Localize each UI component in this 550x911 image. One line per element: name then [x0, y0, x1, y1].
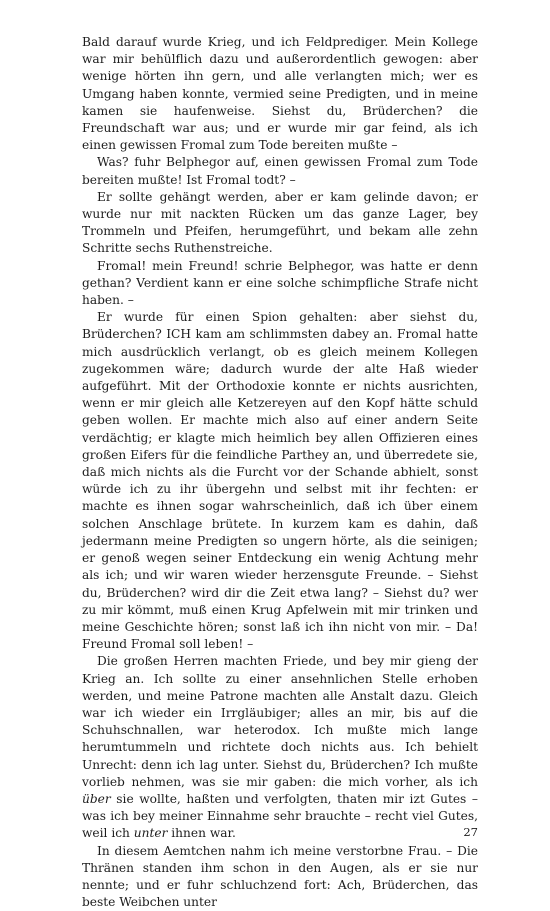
paragraph-6-text-a: Die großen Herren machten Friede, und bey mir gieng der Krieg an. Ich sollte zu einer ansehnlichen Stelle erhoben werden, und meine Patrone machten alle Anstalt dazu. Gleich war ich wieder ein Irrgläubiger; alles an mir, bis auf die Schuhschnallen, war heterodox. Ich mußte mich lange herumtummeln und richtete doch nichts aus. Ich behielt Unrecht: denn ich lag unter. Siehst du, Brüderchen? Ich mußte vorlieb nehmen, was sie mir gaben: die mich vorher, als ich [82, 654, 478, 789]
paragraph-4-text: Fromal! mein Freund! schrie Belphegor, was hatte er denn gethan? Verdient kann er eine solche schimpfliche Strafe nicht haben. – [82, 258, 478, 308]
paragraph-2 [82, 154, 478, 188]
paragraph-6-text-b: sie wollte, haßten und verfolgten, thaten mir izt Gutes – was ich bey meiner Einnahme sehr brauchte – recht viel Gutes, weil ich [82, 791, 478, 841]
book-page-text [82, 34, 478, 911]
paragraph-7 [82, 843, 478, 911]
paragraph-5-text: Er wurde für einen Spion gehalten: aber siehst du, Brüderchen? ICH kam am schlimmsten dabey an. Fromal hatte mich ausdrücklich verlangt, ob es gleich meinem Kollegen zugekommen wäre; dadurch wurde der alte Haß wieder aufgeführt. Mit der Orthodoxie konnte er nichts ausrichten, wenn er mir gleich alle Ketzereyen auf den Kopf hätte schuld geben wollen. Er machte mich also auf einer andern Seite verdächtig; er klagte mich heimlich bey allen Offizieren eines großen Eifers für die feindliche Parthey an, und überredete sie, daß mich nichts als die Furcht vor der Schande abhielt, sonst würde ich zu ihr übergehn und selbst mit ihr fechten: er machte es ihnen sogar wahrscheinlich, daß ich über einem solchen Anschlage brütete. In kurzem kam es dahin, daß jedermann meine Predigten so ungern hörte, als die seinigen; er genoß wegen seiner Entdeckung ein wenig Achtung mehr als ich; und wir waren wieder herzensgute Freunde. – Siehst du, Brüderchen? wird dir die Zeit etwa lang? – Siehst du? wer zu mir kömmt, muß einen Krug Apfelwein mit mir trinken und meine Geschichte hören; sonst laß ich ihn nicht von mir. – Da! Freund Fromal soll leben! – [82, 310, 478, 652]
paragraph-4 [82, 258, 478, 310]
emphasis-ueber: über [82, 791, 111, 806]
paragraph-1-text: Bald darauf wurde Krieg, und ich Feldprediger. Mein Kollege war mir behülflich dazu und außerordentlich gewogen: aber wenige hörten ihn gern, und alle verlangten mich; wer es Umgang haben konnte, vermied seine Predigten, und in meine kamen sie haufenweise. Siehst du, Brüderchen? die Freundschaft war aus; und er wurde mir gar feind, als ich einen gewissen Fromal zum Tode bereiten mußte – [82, 35, 478, 153]
emphasis-unter: unter [133, 826, 168, 841]
paragraph-5 [82, 309, 478, 653]
paragraph-7-text: In diesem Aemtchen nahm ich meine verstorbne Frau. – Die Thränen standen ihm schon in den Augen, als er sie nur nennte; und er fuhr schluchzend fort: Ach, Brüderchen, das beste Weibchen unter [82, 843, 478, 910]
paragraph-6-text-c: ihnen war. [167, 826, 236, 841]
paragraph-2-text: Was? fuhr Belphegor auf, einen gewissen Fromal zum Tode bereiten mußte! Ist Fromal todt? – [82, 155, 478, 187]
paragraph-3-text: Er sollte gehängt werden, aber er kam gelinde davon; er wurde nur mit nackten Rücken um das ganze Lager, bey Trommeln und Pfeifen, herumgeführt, und bekam alle zehn Schritte sechs Ruthenstreiche. [82, 189, 478, 256]
paragraph-6 [82, 653, 478, 842]
paragraph-1 [82, 34, 478, 154]
page-number: 27 [463, 825, 478, 839]
paragraph-3 [82, 189, 478, 258]
